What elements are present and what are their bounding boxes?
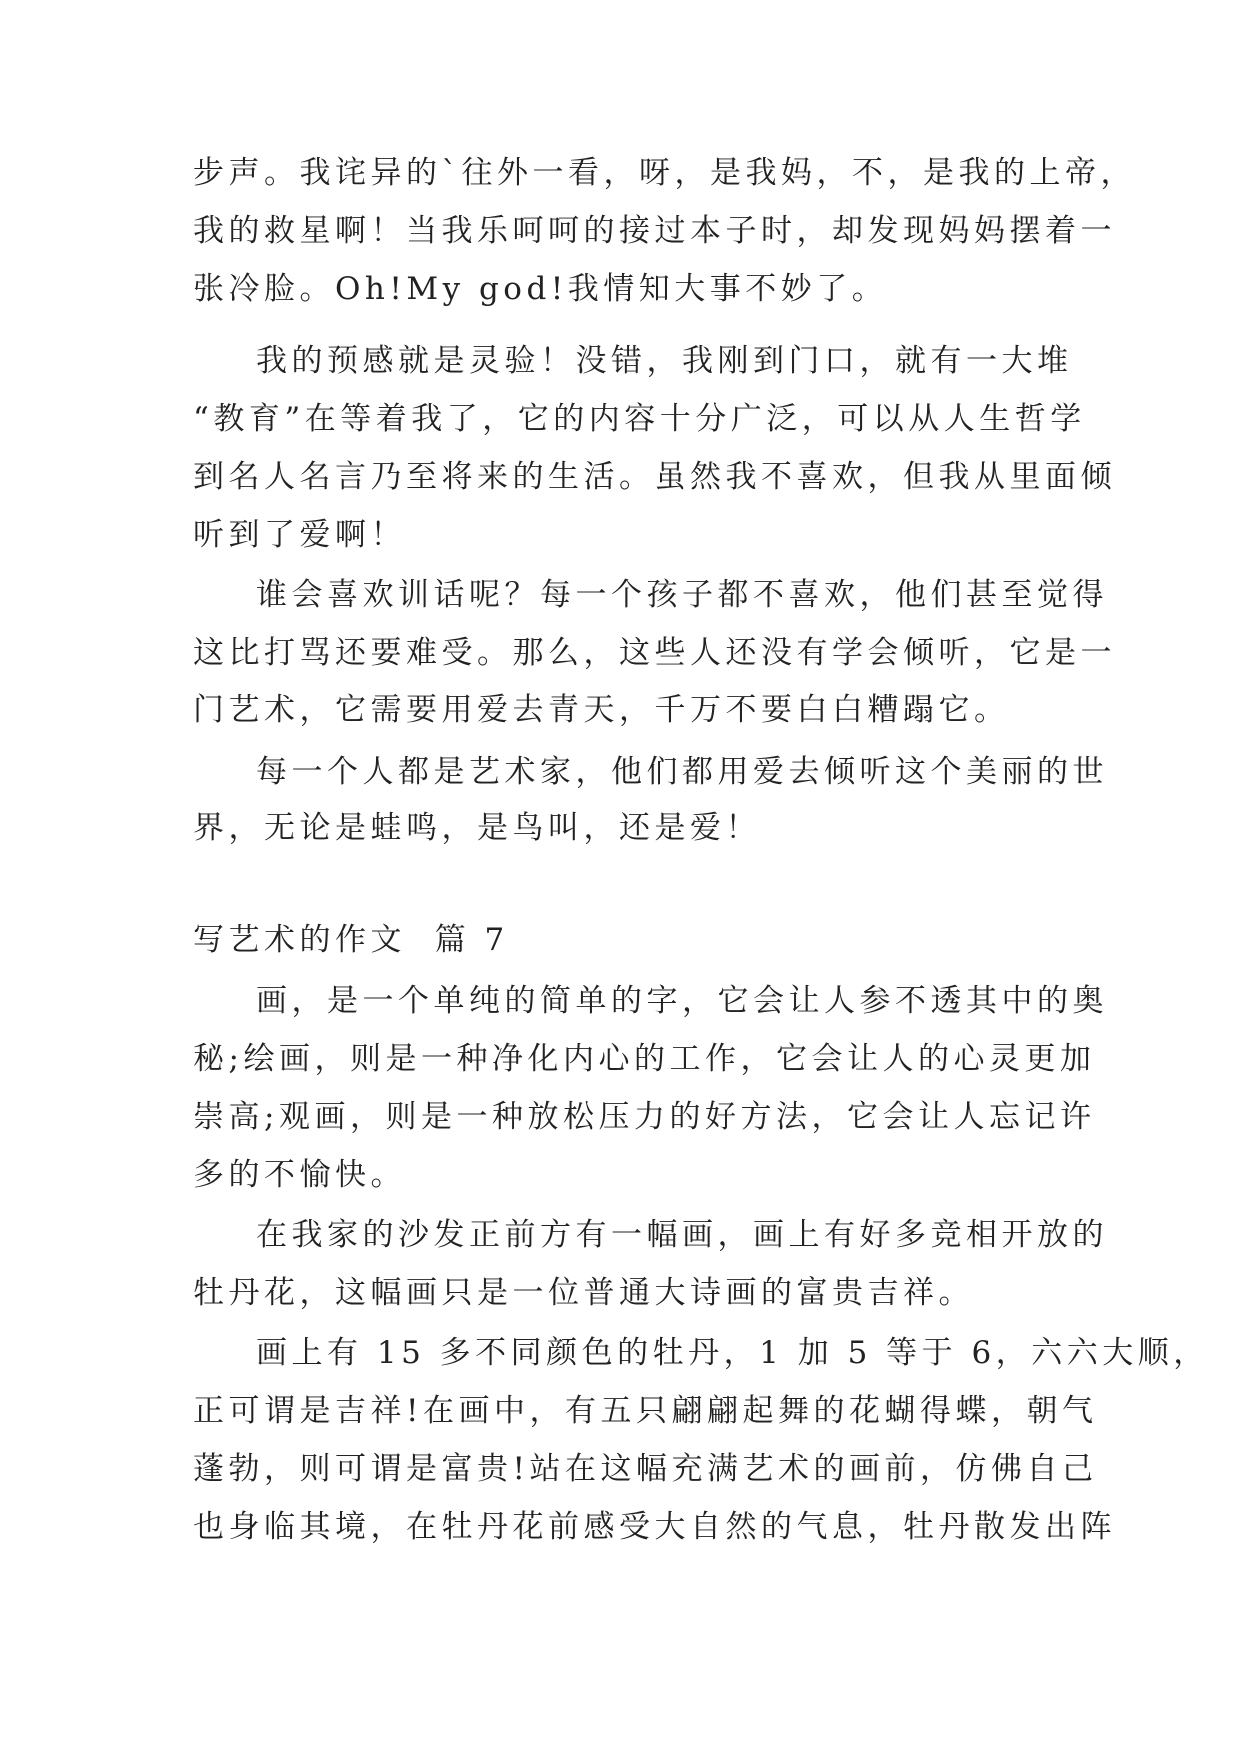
paragraph-line: 我的预感就是灵验！没错，我刚到门口，就有一大堆 bbox=[256, 343, 1073, 379]
paragraph-line: 在我家的沙发正前方有一幅画，画上有好多竞相开放的 bbox=[256, 1217, 1108, 1253]
paragraph-line: 正可谓是吉祥!在画中，有五只翩翩起舞的花蝴得蝶，朝气 bbox=[193, 1393, 1098, 1429]
paragraph-line: “教育”在等着我了，它的内容十分广泛，可以从人生哲学 bbox=[193, 401, 1086, 437]
paragraph-line: 我的救星啊！当我乐呵呵的接过本子时，却发现妈妈摆着一 bbox=[193, 213, 1116, 249]
paragraph-line: 蓬勃，则可谓是富贵!站在这幅充满艺术的画前，仿佛自己 bbox=[193, 1451, 1098, 1487]
paragraph-line: 步声。我诧异的`往外一看，呀，是我妈，不，是我的上帝， bbox=[193, 155, 1136, 191]
paragraph-line: 多的不愉快。 bbox=[193, 1157, 406, 1193]
paragraph-line: 牡丹花，这幅画只是一位普通大诗画的富贵吉祥。 bbox=[193, 1275, 974, 1311]
section-title: 写艺术的作文 篇 7 bbox=[193, 922, 509, 958]
paragraph-line: 听到了爱啊！ bbox=[193, 517, 406, 553]
paragraph-line: 张冷脸。Oh!My god!我情知大事不妙了。 bbox=[193, 271, 888, 307]
paragraph-line: 画，是一个单纯的简单的字，它会让人参不透其中的奥 bbox=[256, 983, 1108, 1019]
paragraph-line: 这比打骂还要难受。那么，这些人还没有学会倾听，它是一 bbox=[193, 635, 1116, 671]
paragraph-line: 也身临其境，在牡丹花前感受大自然的气息，牡丹散发出阵 bbox=[193, 1509, 1116, 1545]
paragraph-line: 画上有 15 多不同颜色的牡丹，1 加 5 等于 6，六六大顺， bbox=[256, 1335, 1209, 1371]
paragraph-line: 门艺术，它需要用爱去青天，千万不要白白糟蹋它。 bbox=[193, 692, 1010, 728]
paragraph-line: 秘;绘画，则是一种净化内心的工作，它会让人的心灵更加 bbox=[193, 1041, 1096, 1077]
paragraph-line: 界，无论是蛙鸣，是鸟叫，还是爱！ bbox=[193, 810, 761, 846]
paragraph-line: 每一个人都是艺术家，他们都用爱去倾听这个美丽的世 bbox=[256, 754, 1108, 790]
paragraph-line: 谁会喜欢训话呢？每一个孩子都不喜欢，他们甚至觉得 bbox=[256, 577, 1108, 613]
paragraph-line: 崇高;观画，则是一种放松压力的好方法，它会让人忘记许 bbox=[193, 1099, 1096, 1135]
paragraph-line: 到名人名言乃至将来的生活。虽然我不喜欢，但我从里面倾 bbox=[193, 459, 1116, 495]
